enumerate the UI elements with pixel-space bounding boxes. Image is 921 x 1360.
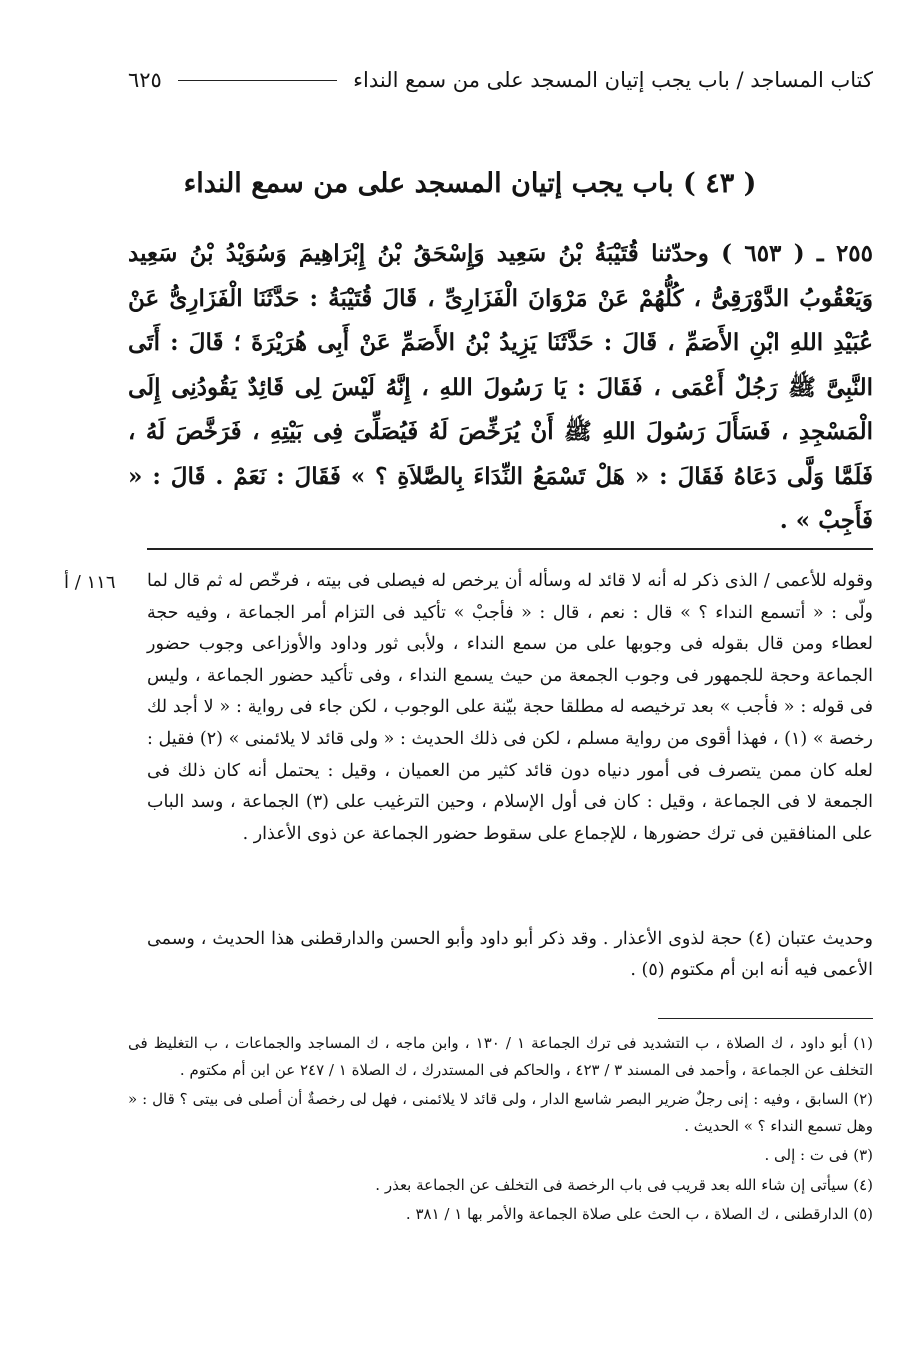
section-divider	[147, 548, 873, 550]
header-rule	[178, 80, 337, 81]
footnotes	[128, 1030, 873, 1231]
running-header	[128, 62, 873, 98]
footnote: (٢) السابق ، وفيه : إنى رجلٌ ضرير البصر شاسع الدار ، ولى قائد لا يلائمنى ، فهل لى رخصةٌ أن أصلى فى بيتى ؟ قال : « وهل تسمع النداء ؟ » الحديث .	[128, 1090, 873, 1135]
marginal-reference: ١١٦ / أ	[64, 572, 116, 593]
footnote: (١) أبو داود ، ك الصلاة ، ب التشديد فى ترك الجماعة ١ / ١٣٠ ، وابن ماجه ، ك المساجد والجماعات ، ب التغليظ فى التخلف عن الجماعة ، وأحمد فى المسند ٣ / ٤٢٣ ، والحاكم فى المستدرك ، ك الصلاة ١ / ٢٤٧ عن ابن أم مكتوم .	[128, 1034, 873, 1079]
footnote: (٣) فى ت : إلى .	[764, 1146, 873, 1164]
page-number: ٦٢٥	[128, 68, 162, 92]
running-header-title: كتاب المساجد / باب يجب إتيان المسجد على من سمع النداء	[353, 68, 873, 92]
commentary-paragraph: وحديث عتبان (٤) حجة لذوى الأعذار . وقد ذكر أبو داود وأبو الحسن والدارقطنى هذا الحديث ، وسمى الأعمى فيه أنه ابن أم مكتوم (٥) .	[147, 929, 873, 980]
footnote: (٤) سيأتى إن شاء الله بعد قريب فى باب الرخصة فى التخلف عن الجماعة بعذر .	[375, 1175, 873, 1194]
chapter-title: ( ٤٣ ) باب يجب إتيان المسجد على من سمع النداء	[183, 168, 757, 199]
footnote: (٥) الدارقطنى ، ك الصلاة ، ب الحث على صلاة الجماعة والأمر بها ١ / ٣٨١ .	[405, 1205, 873, 1223]
hadith-text: ٢٥٥ ـ ( ٦٥٣ ) وحدّثنا قُتَيْبَةُ بْنُ سَعِيد وَإِسْحَقُ بْنُ إِبْرَاهِيمَ وَسُوَيْدُ بْنُ سَعِيد وَيَعْقُوبُ الدَّوْرَقِىُّ ، كُلُّهُمْ عَنْ مَرْوَانَ الْفَزَارِىِّ ، قَالَ قُتَيْبَةُ : حَدَّثَنَا الْفَزَارِىُّ عَنْ عُبَيْدِ اللهِ ابْنِ الأَصَمِّ ، قَالَ : حَدَّثَنَا يَزِيدُ بْنُ الأَصَمِّ عَنْ أَبِى هُرَيْرَةَ ؛ قَالَ : أَتَى النَّبِىَّ ﷺ رَجُلٌ أَعْمَى ، فَقَالَ : يَا رَسُولَ اللهِ ، إِنَّهُ لَيْسَ لِى قَائِدٌ يَقُودُنِى إِلَى الْمَسْجِدِ ، فَسَأَلَ رَسُولَ اللهِ ﷺ أَنْ يُرَخِّصَ لَهُ فَيُصَلِّىَ فِى بَيْتِهِ ، فَرَخَّصَ لَهُ ، فَلَمَّا وَلَّى دَعَاهُ فَقَالَ : « هَلْ تَسْمَعُ النِّدَاءَ بِالصَّلاَةِ ؟ » فَقَالَ : نَعَمْ . قَالَ : « فَأَجِبْ » .	[128, 240, 873, 534]
commentary-paragraph: وقوله للأعمى / الذى ذكر له أنه لا قائد له وسأله أن يرخص له فيصلى فى بيته ، فرخّص له ثم قال لما ولّى : « أتسمع النداء ؟ » قال : نعم ، قال : « فأجبْ » تأكيد فى التزام أمر الجماعة ، وفيه حجة لعطاء ومن قال بقوله فى وجوبها على من سمع النداء ، ولأبى ثور وداود والأوزاعى وجوب حضور الجماعة وحجة للجمهور فى وجوب الجمعة من حيث يسمع النداء ، وفى تأكيد حضور الجماعة ، وليس فى قوله : « فأجب » بعد ترخيصه له مطلقا حجة بيّنة على الوجوب ، لكن جاء فى رواية : « لا أجد لك رخصة » (١) ، فهذا أقوى من رواية مسلم ، لكن فى ذلك الحديث : « ولى قائد لا يلائمنى » (٢) فقيل : لعله كان ممن يتصرف فى أمور دنياه دون قائد كثير من العميان ، وقيل : يحتمل أنه كان ذلك فى الجمعة لا فى الجماعة ، وقيل : كان فى أول الإسلام ، وحين الترغيب على (٣) الجماعة ، وسد الباب على المنافقين فى ترك حضورها ، للإجماع على سقوط حضور الجماعة عن ذوى الأعذار .	[147, 571, 874, 844]
footnote-divider	[658, 1018, 873, 1019]
